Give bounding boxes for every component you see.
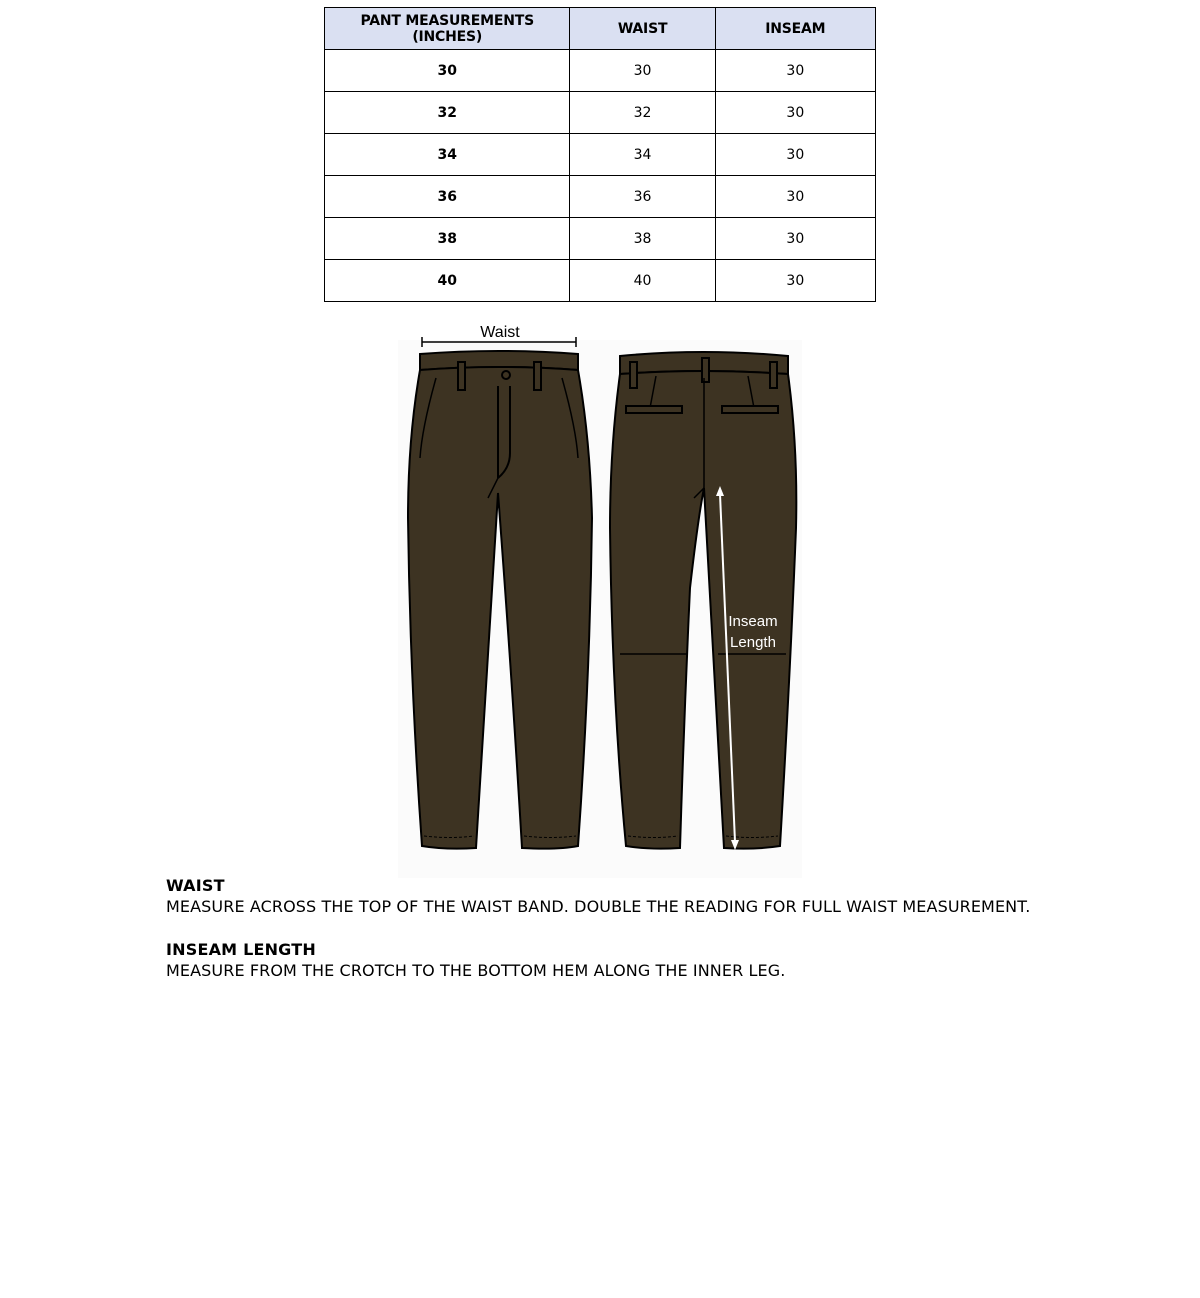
size-cell: 40 — [325, 260, 570, 302]
pant-measurement-diagram — [398, 318, 802, 878]
table-row — [325, 260, 876, 302]
inseam-cell: 30 — [715, 92, 875, 134]
inseam-instruction — [166, 940, 1166, 982]
measurement-instructions — [166, 876, 1166, 1004]
waist-cell: 40 — [570, 260, 715, 302]
table-row — [325, 134, 876, 176]
waist-instruction-title: WAIST — [166, 876, 225, 895]
inseam-label-line-1: Inseam — [728, 613, 778, 630]
waist-instruction — [166, 876, 1166, 918]
waist-cell: 32 — [570, 92, 715, 134]
inseam-cell: 30 — [715, 134, 875, 176]
waist-cell: 38 — [570, 218, 715, 260]
size-cell: 30 — [325, 50, 570, 92]
inseam-cell: 30 — [715, 218, 875, 260]
header-waist: WAIST — [570, 8, 715, 50]
size-cell: 34 — [325, 134, 570, 176]
header-pant-measurements: PANT MEASUREMENTS (INCHES) — [325, 8, 570, 50]
size-cell: 38 — [325, 218, 570, 260]
inseam-instruction-title: INSEAM LENGTH — [166, 940, 316, 959]
waist-cell: 30 — [570, 50, 715, 92]
table-row — [325, 50, 876, 92]
waist-instruction-text: MEASURE ACROSS THE TOP OF THE WAIST BAND. DOUBLE THE READING FOR FULL WAIST MEASUREMENT. — [166, 897, 1031, 916]
inseam-cell: 30 — [715, 260, 875, 302]
table-row — [325, 176, 876, 218]
size-chart-table — [324, 7, 876, 302]
waist-cell: 36 — [570, 176, 715, 218]
inseam-cell: 30 — [715, 176, 875, 218]
inseam-label-line-2: Length — [730, 634, 776, 651]
size-cell: 32 — [325, 92, 570, 134]
table-row — [325, 218, 876, 260]
inseam-cell: 30 — [715, 50, 875, 92]
table-header-row — [325, 8, 876, 50]
inseam-instruction-text: MEASURE FROM THE CROTCH TO THE BOTTOM HEM ALONG THE INNER LEG. — [166, 961, 786, 980]
waist-label: Waist — [480, 324, 520, 341]
header-inseam: INSEAM — [715, 8, 875, 50]
waist-cell: 34 — [570, 134, 715, 176]
table-row — [325, 92, 876, 134]
size-cell: 36 — [325, 176, 570, 218]
